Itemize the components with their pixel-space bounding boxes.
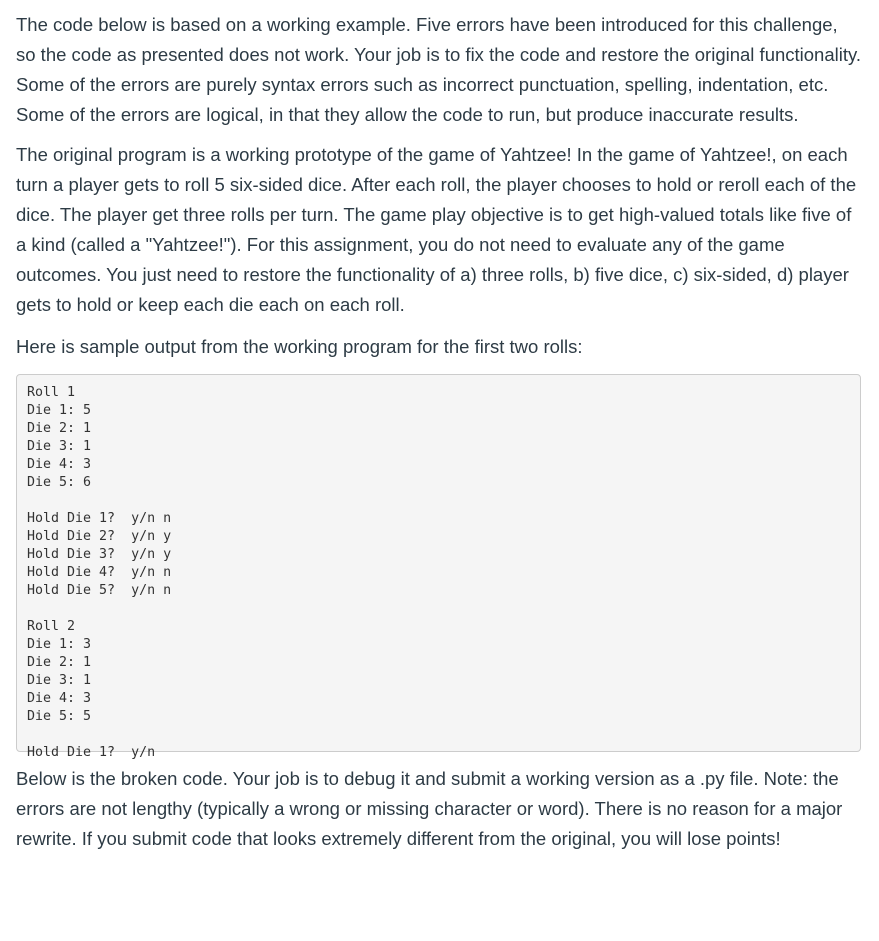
- code-line: Die 4: 3: [27, 691, 92, 706]
- description-paragraph: The original program is a working prototype of the game of Yahtzee! In the game of Yahtzee!, on each turn a player gets to roll 5 six-sided dice. After each roll, the player chooses to hold or reroll each of the dice. The player get three rolls per turn. The game play objective is to get high-valued totals like five of a kind (called a "Yahtzee!"). For this assignment, you do not need to evaluate any of the game outcomes. You just need to restore the functionality of a) three rolls, b) five dice, c) six-sided, d) player gets to hold or keep each die each on each roll.: [16, 144, 857, 315]
- code-line: [27, 726, 850, 744]
- code-line: Die 1: 5: [27, 403, 92, 418]
- code-line: Hold Die 4? y/n n: [27, 565, 172, 580]
- code-line: Roll 1: [27, 385, 76, 400]
- code-line: Hold Die 1? y/n n: [27, 511, 172, 526]
- code-line: Die 2: 1: [27, 421, 92, 436]
- code-line: Die 5: 5: [27, 709, 92, 724]
- sample-intro-paragraph: Here is sample output from the working program for the first two rolls:: [16, 336, 583, 357]
- code-line: Roll 2: [27, 619, 76, 634]
- code-line: Die 3: 1: [27, 673, 92, 688]
- code-line: Hold Die 2? y/n y: [27, 529, 172, 544]
- code-line: Hold Die 5? y/n n: [27, 583, 172, 598]
- code-line: Hold Die 1? y/n: [27, 745, 156, 760]
- sample-output-code-block: [16, 374, 861, 760]
- code-line: [27, 600, 850, 618]
- code-line: Die 1: 3: [27, 637, 92, 652]
- intro-paragraph: The code below is based on a working example. Five errors have been introduced for this challenge, so the code as presented does not work. Your job is to fix the code and restore the original functionality. Some of the errors are purely syntax errors such as incorrect punctuation, spelling, indentation, etc. Some of the errors are logical, in that they allow the code to run, but produce inaccurate results.: [16, 14, 862, 125]
- closing-paragraph: Below is the broken code. Your job is to debug it and submit a working version as a .py file. Note: the errors are not lengthy (typically a wrong or missing character or word). There is no reason for a major rewrite. If you submit code that looks extremely different from the original, you will lose points!: [16, 768, 843, 849]
- code-line: Die 2: 1: [27, 655, 92, 670]
- code-line: Die 4: 3: [27, 457, 92, 472]
- code-line: Die 5: 6: [27, 475, 92, 490]
- code-line: [27, 492, 850, 510]
- code-line: Hold Die 3? y/n y: [27, 547, 172, 562]
- assignment-content: [16, 10, 861, 866]
- code-line: Die 3: 1: [27, 439, 92, 454]
